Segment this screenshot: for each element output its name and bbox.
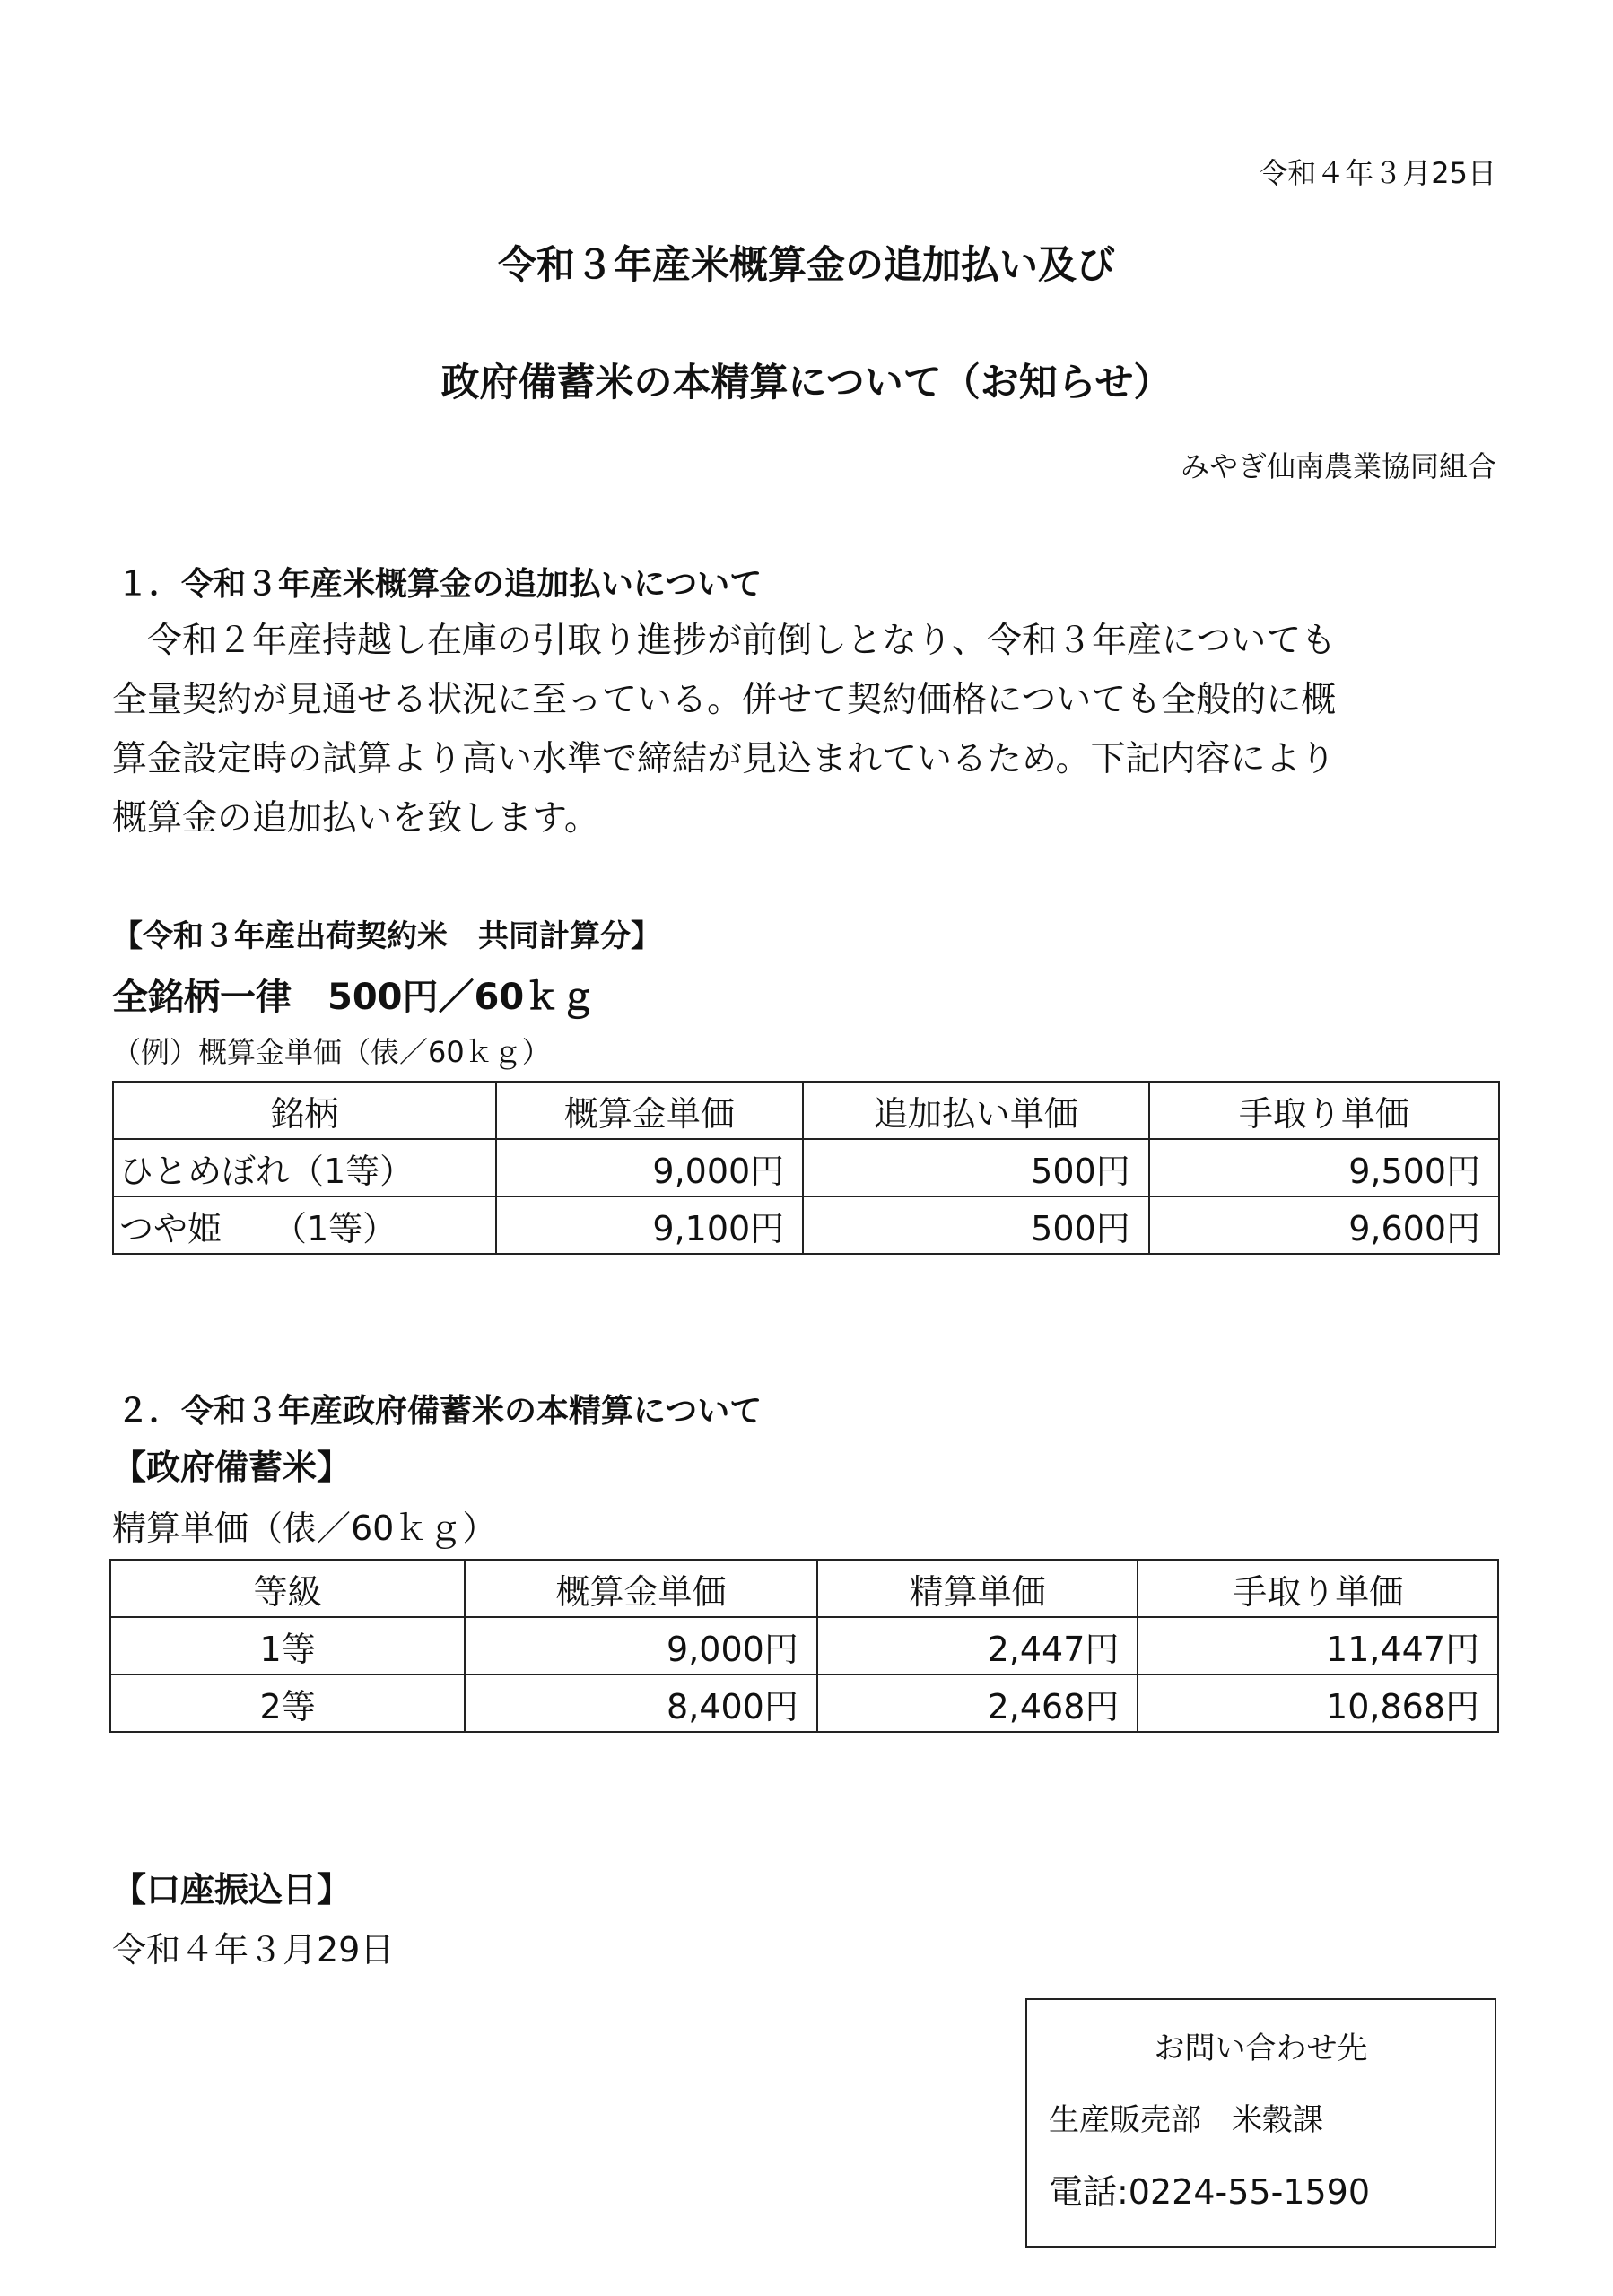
table-row: [113, 1196, 1499, 1254]
column-header: 追加払い単価: [803, 1082, 1148, 1139]
table-cell: 500円: [803, 1196, 1148, 1254]
government-reserve-table: [109, 1559, 1499, 1733]
document-title-line1: 令和３年産米概算金の追加払い及び: [498, 243, 1115, 288]
table-cell: 1等: [110, 1617, 465, 1674]
table-cell: 9,100円: [496, 1196, 804, 1254]
section1-label: 【令和３年産出荷契約米 共同計算分】: [112, 918, 661, 954]
paragraph-line: 全量契約が見通せる状況に至っている。併せて契約価格についても全般的に概: [112, 680, 1337, 720]
table-cell: 9,000円: [496, 1139, 804, 1196]
table-header-row: [110, 1560, 1498, 1617]
table-cell: 500円: [803, 1139, 1148, 1196]
document-title-line2: 政府備蓄米の本精算について（お知らせ）: [440, 361, 1173, 405]
table-cell: 11,447円: [1138, 1617, 1498, 1674]
column-header: 精算単価: [817, 1560, 1138, 1617]
column-header: 概算金単価: [496, 1082, 804, 1139]
column-header: 等級: [110, 1560, 465, 1617]
table-cell: 2,468円: [817, 1674, 1138, 1732]
contact-title: お問い合わせ先: [1154, 2031, 1368, 2066]
table-cell: 8,400円: [465, 1674, 817, 1732]
contact-department: 生産販売部 米穀課: [1049, 2102, 1323, 2138]
table-row: [113, 1139, 1499, 1196]
organization-name: みやぎ仙南農業協同組合: [1180, 449, 1496, 483]
section2-heading: ２．令和３年産政府備蓄米の本精算について: [117, 1393, 763, 1430]
column-header: 概算金単価: [465, 1560, 817, 1617]
contact-box: [1025, 1998, 1496, 2248]
paragraph-line: 算金設定時の試算より高い水準で締結が見込まれているため。下記内容により: [112, 739, 1336, 779]
table-cell: 9,000円: [465, 1617, 817, 1674]
table-cell: つや姫 （1等）: [113, 1196, 496, 1254]
column-header: 手取り単価: [1138, 1560, 1498, 1617]
contact-phone: 電話:0224-55-1590: [1049, 2172, 1370, 2212]
paragraph-line: 概算金の追加払いを致します。: [112, 798, 599, 839]
column-header: 手取り単価: [1149, 1082, 1499, 1139]
column-header: 銘柄: [113, 1082, 496, 1139]
table-cell: 9,600円: [1149, 1196, 1499, 1254]
table-cell: 2,447円: [817, 1617, 1138, 1674]
table-cell: 2等: [110, 1674, 465, 1732]
rice-advance-table: [112, 1081, 1500, 1255]
table-cell: 9,500円: [1149, 1139, 1499, 1196]
transfer-label: 【口座振込日】: [112, 1870, 352, 1909]
table-row: [110, 1617, 1498, 1674]
paragraph-line: 令和２年産持越し在庫の引取り進捗が前倒しとなり、令和３年産についても: [147, 621, 1337, 661]
table-cell: 10,868円: [1138, 1674, 1498, 1732]
section2-label: 【政府備蓄米】: [112, 1448, 352, 1487]
table-header-row: [113, 1082, 1499, 1139]
table2-caption: 精算単価（俵／60ｋｇ）: [112, 1509, 497, 1548]
section1-paragraph: [112, 612, 1503, 848]
table-row: [110, 1674, 1498, 1732]
document-date: 令和４年３月25日: [1259, 156, 1496, 190]
transfer-date: 令和４年３月29日: [112, 1930, 395, 1970]
section1-heading: １．令和３年産米概算金の追加払いについて: [117, 566, 763, 603]
table1-caption: （例）概算金単価（俵／60ｋｇ）: [112, 1035, 551, 1069]
uniform-rate: 全銘柄一律 500円／60ｋｇ: [112, 977, 597, 1018]
table-cell: ひとめぼれ（1等）: [113, 1139, 496, 1196]
